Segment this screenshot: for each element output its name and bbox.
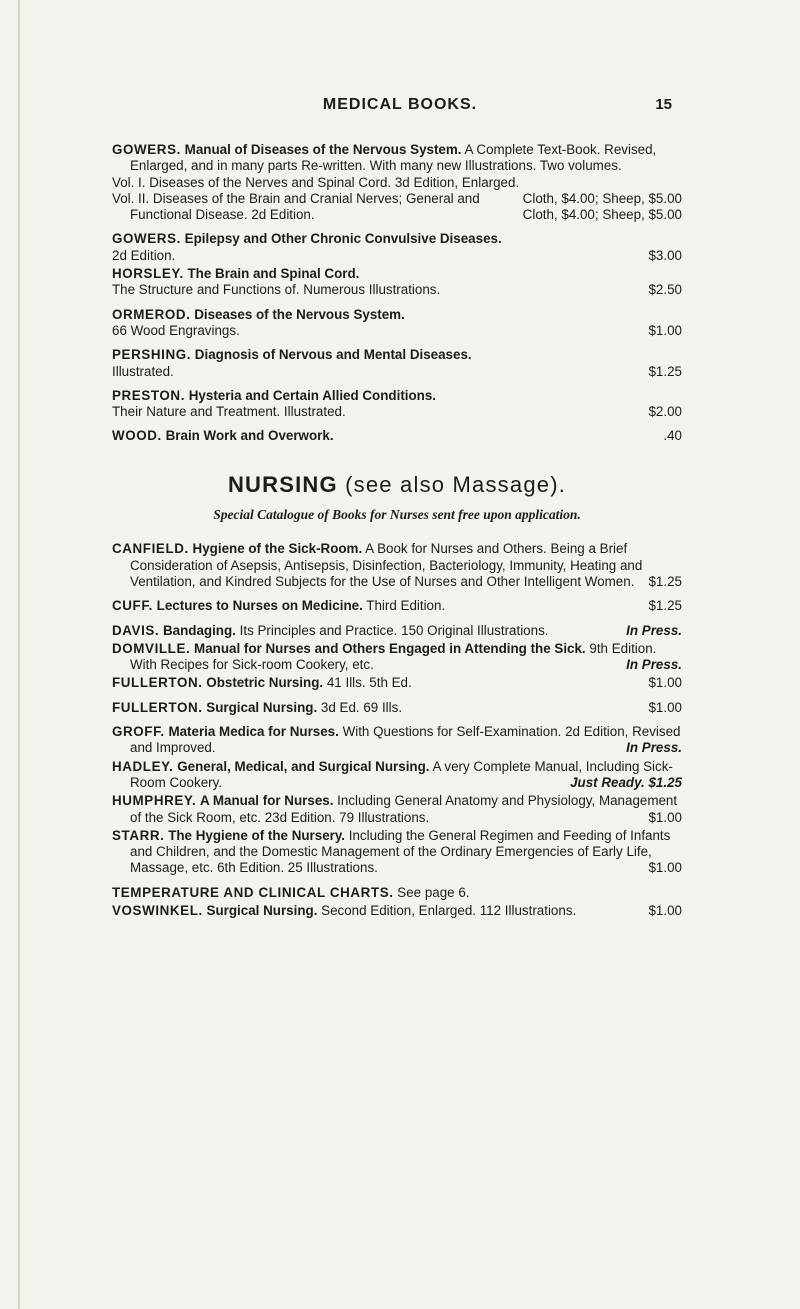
- book-description: Its Principles and Practice. 150 Original Illustrations.: [239, 622, 549, 638]
- book-title: Materia Medica for Nurses.: [168, 724, 339, 740]
- book-description: Illustrated.: [112, 363, 174, 379]
- book-title: Diseases of the Nervous System.: [194, 306, 405, 322]
- price: $1.00: [648, 902, 682, 918]
- book-entry: [112, 266, 682, 299]
- book-title: Surgical Nursing.: [206, 699, 318, 715]
- book-entry: [112, 598, 682, 614]
- author: FULLERTON.: [112, 699, 203, 715]
- author: PRESTON.: [112, 387, 186, 403]
- book-description: 41 Ills. 5th Ed.: [326, 675, 412, 691]
- book-title: Obstetric Nursing.: [206, 675, 324, 691]
- book-title: Diagnosis of Nervous and Mental Diseases.: [194, 347, 472, 363]
- author: DAVIS.: [112, 622, 160, 638]
- price: Cloth, $4.00; Sheep, $5.00: [522, 207, 682, 223]
- book-description: Second Edition, Enlarged. 112 Illustrations.: [321, 902, 577, 918]
- price: $1.00: [648, 699, 682, 715]
- book-title: General, Medical, and Surgical Nursing.: [177, 758, 430, 774]
- author: DOMVILLE.: [112, 640, 191, 656]
- author: TEMPERATURE AND CLINICAL CHARTS.: [112, 884, 394, 900]
- book-entry: [112, 793, 682, 826]
- book-entry: [112, 675, 682, 691]
- book-title: Surgical Nursing.: [206, 902, 318, 918]
- volume-line: [112, 174, 682, 206]
- book-description: 2d Edition.: [112, 247, 176, 263]
- book-description: A very Complete Manual, Including Sick-Room Cookery.: [130, 758, 673, 790]
- author: ORMEROD.: [112, 306, 191, 322]
- book-description: 9th Edition. With Recipes for Sick-room Cookery, etc.: [130, 640, 657, 673]
- page-edge-shadow: [18, 0, 20, 1309]
- price: $1.00: [648, 809, 682, 825]
- author: VOSWINKEL.: [112, 902, 203, 918]
- volume-description: Vol. I. Diseases of the Nerves and Spinal Cord. 3d Edition, Enlarged.: [112, 174, 520, 190]
- book-description: A Complete Text-Book. Revised, Enlarged, and in many parts Re-written. With many new Illustrations. Two volumes.: [130, 142, 657, 174]
- book-entry: [112, 700, 682, 716]
- page-title: MEDICAL BOOKS.: [322, 96, 478, 113]
- catalogue-note: Special Catalogue of Books for Nurses sent free upon application.: [213, 507, 581, 523]
- book-description: Including General Anatomy and Physiology, Management of the Sick Room, etc. 23d Edition. 79 Illustrations.: [130, 793, 678, 825]
- book-title: Hysteria and Certain Allied Conditions.: [188, 387, 437, 403]
- price: $1.00: [648, 860, 682, 876]
- book-entry: [112, 347, 682, 380]
- page-header: [0, 96, 800, 120]
- book-title: Manual of Diseases of the Nervous System.: [184, 142, 462, 157]
- price-line: [112, 322, 682, 339]
- price: In Press.: [626, 740, 682, 756]
- book-description: See page 6.: [397, 884, 470, 900]
- author: WOOD.: [112, 428, 162, 444]
- book-entry: [112, 388, 682, 421]
- author: GROFF.: [112, 724, 165, 740]
- price: In Press.: [626, 622, 682, 638]
- page-number: 15: [655, 96, 672, 113]
- book-title: Lectures to Nurses on Medicine.: [156, 598, 363, 614]
- book-title: Bandaging.: [162, 622, 236, 638]
- book-entry: [112, 428, 682, 444]
- price: Just Ready. $1.25: [570, 774, 682, 790]
- price: $1.25: [648, 598, 682, 614]
- author: HUMPHREY.: [112, 793, 197, 809]
- author: HORSLEY.: [112, 266, 184, 282]
- price: $3.00: [648, 247, 682, 263]
- section-heading-note: (see also Massage).: [345, 471, 567, 497]
- author: FULLERTON.: [112, 675, 203, 691]
- book-description: Third Edition.: [366, 598, 446, 614]
- book-entry: [112, 541, 682, 590]
- book-entry: [112, 307, 682, 340]
- book-entry: [112, 142, 682, 223]
- book-entry: [112, 641, 682, 674]
- author: CANFIELD.: [112, 541, 189, 557]
- price-line: [112, 247, 682, 264]
- book-entry: [112, 903, 682, 919]
- author: PERSHING.: [112, 347, 192, 363]
- price: $1.00: [648, 675, 682, 691]
- section-heading-main: NURSING: [227, 471, 338, 497]
- book-title: A Manual for Nurses.: [200, 793, 334, 809]
- price: $1.25: [648, 363, 682, 379]
- price: $1.00: [648, 322, 682, 338]
- book-description: 3d Ed. 69 Ills.: [320, 699, 403, 715]
- book-description: With Questions for Self-Examination. 2d Edition, Revised and Improved.: [130, 724, 681, 756]
- book-entry: [112, 759, 682, 792]
- price: $2.50: [648, 282, 682, 298]
- book-title: Manual for Nurses and Others Engaged in Attending the Sick.: [194, 640, 586, 656]
- book-description: The Structure and Functions of. Numerous Illustrations.: [112, 282, 441, 298]
- price: $1.25: [648, 573, 682, 589]
- price: .40: [663, 428, 682, 444]
- author: HADLEY.: [112, 758, 174, 774]
- book-description: Their Nature and Treatment. Illustrated.: [112, 404, 346, 420]
- author: STARR.: [112, 827, 165, 843]
- price-line: [112, 363, 682, 380]
- book-title: Brain Work and Overwork.: [165, 428, 334, 444]
- book-entry: [112, 724, 682, 757]
- price-line: [112, 282, 682, 298]
- author: GOWERS.: [112, 231, 181, 247]
- book-title: Epilepsy and Other Chronic Convulsive Diseases.: [184, 231, 502, 247]
- author: CUFF.: [112, 598, 153, 614]
- book-entry: [112, 885, 682, 901]
- book-description: A Book for Nurses and Others. Being a Brief Consideration of Asepsis, Antisepsis, Disinfection, Bacteriology, Immunity, Heating and Ventilation, and Kindred Subjects for the Use of Nurses and Other Intelligent Women.: [130, 541, 643, 589]
- book-title: The Hygiene of the Nursery.: [168, 827, 346, 843]
- section-heading: [112, 471, 682, 497]
- book-title: Hygiene of the Sick-Room.: [192, 541, 363, 557]
- catalogue-column: [112, 142, 682, 927]
- book-entry: [112, 828, 682, 877]
- price: In Press.: [626, 657, 682, 673]
- book-entry: [112, 231, 682, 264]
- book-description: 66 Wood Engravings.: [112, 322, 240, 338]
- volume-description: Vol. II. Diseases of the Brain and Cranial Nerves; General and Functional Disease. 2d Edition.: [112, 190, 480, 223]
- price-line: [112, 404, 682, 420]
- author: GOWERS.: [112, 142, 181, 157]
- price: $2.00: [648, 404, 682, 420]
- book-entry: [112, 623, 682, 639]
- book-description: Including the General Regimen and Feeding of Infants and Children, and the Domestic Management of the Ordinary Emergencies of Early Life, Massage, etc. 6th Edition. 25 Illustrations.: [130, 827, 671, 876]
- price: Cloth, $4.00; Sheep, $5.00: [522, 190, 682, 206]
- book-title: The Brain and Spinal Cord.: [187, 266, 360, 282]
